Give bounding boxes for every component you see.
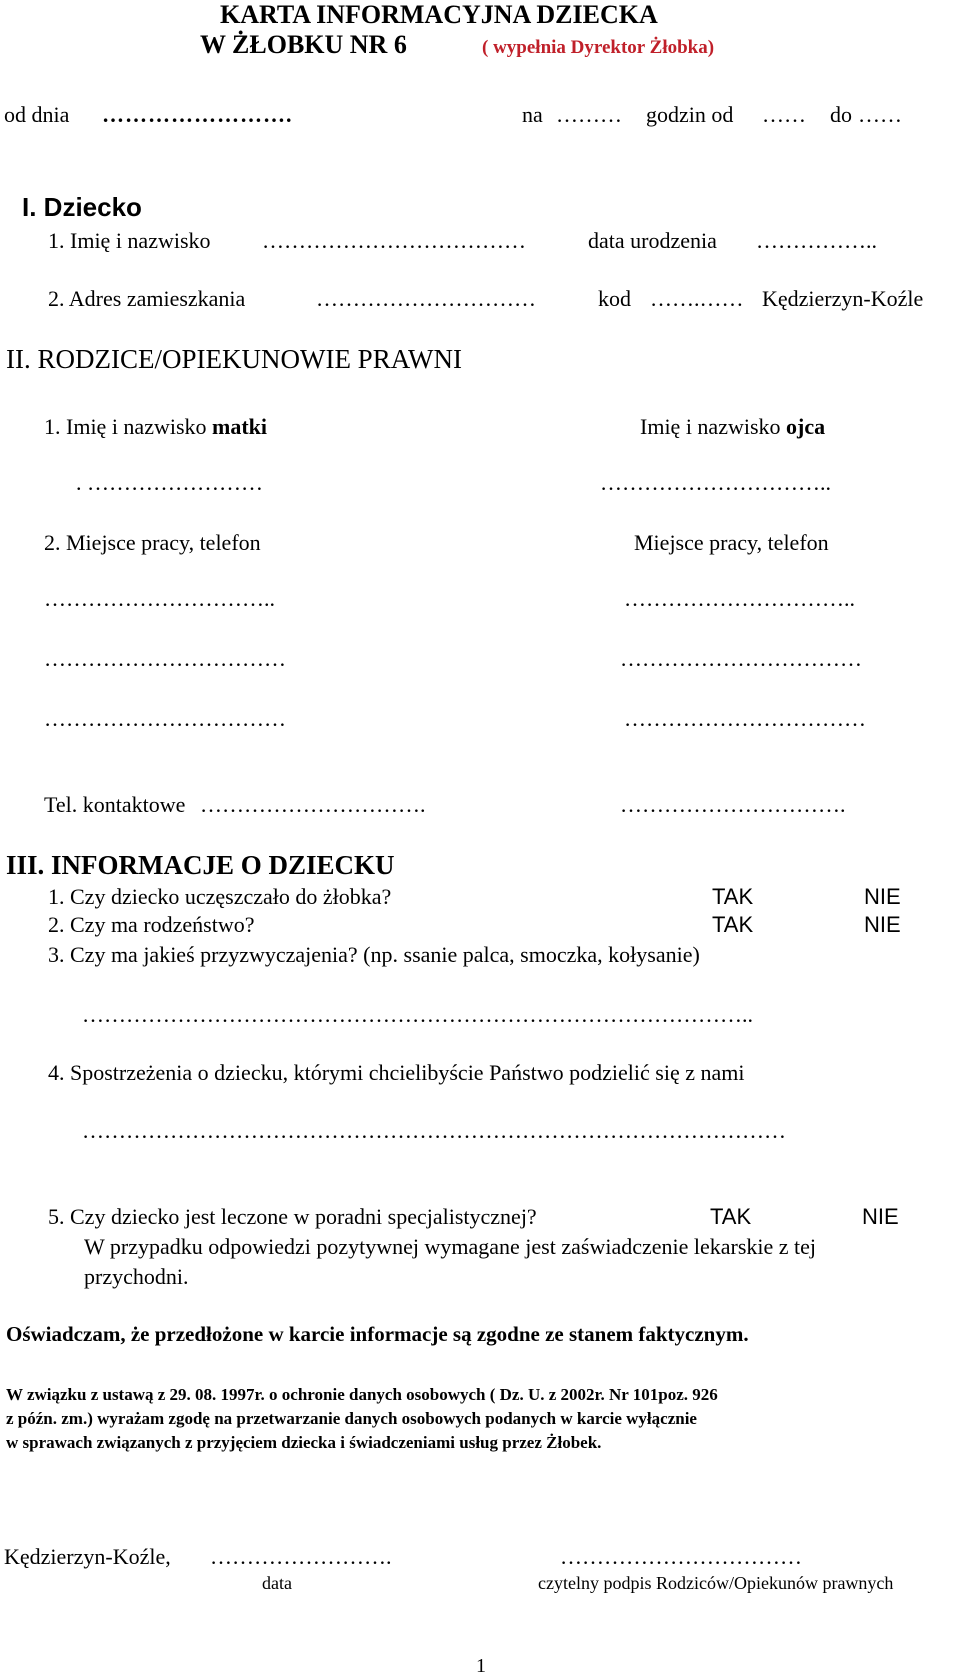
phone-label: Tel. kontaktowe: [44, 792, 186, 817]
page-number: 1: [476, 1655, 486, 1677]
section1-heading: I. Dziecko: [22, 192, 142, 222]
mother-name-field[interactable]: . ……………………: [76, 470, 263, 495]
na-field[interactable]: ………: [556, 102, 622, 127]
child-name-label: 1. Imię i nazwisko: [48, 228, 211, 253]
signature-field[interactable]: ……………………………: [560, 1544, 802, 1569]
signature-place: Kędzierzyn-Koźle,: [4, 1544, 171, 1569]
father-work-field-1[interactable]: …………………………..: [624, 586, 855, 611]
signature-date-field[interactable]: …………………….: [210, 1544, 392, 1569]
clinic-note-line1: W przypadku odpowiedzi pozytywnej wymagane jest zaświadczenie lekarskie z tej: [84, 1234, 817, 1259]
mother-work-field-2[interactable]: ……………………………: [44, 646, 286, 671]
mother-work-field-3[interactable]: ……………………………: [44, 706, 286, 731]
question-observations: 4. Spostrzeżenia o dziecku, którymi chcielibyście Państwo podzielić się z nami: [48, 1060, 745, 1085]
father-work-label: Miejsce pracy, telefon: [634, 530, 829, 555]
birth-date-label: data urodzenia: [588, 228, 717, 253]
q5-no-option[interactable]: NIE: [862, 1204, 899, 1229]
form-title-line1: KARTA INFORMACYJNA DZIECKA: [220, 0, 658, 29]
address-label: 2. Adres zamieszkania: [48, 286, 246, 311]
father-work-field-3[interactable]: ……………………………: [624, 706, 866, 731]
q1-no-option[interactable]: NIE: [864, 884, 901, 909]
q2-yes-option[interactable]: TAK: [712, 912, 754, 937]
from-date-field[interactable]: …………………….: [102, 102, 293, 127]
na-label: na: [522, 102, 543, 127]
form-title-note: ( wypełnia Dyrektor Żłobka): [482, 37, 715, 58]
q5-yes-option[interactable]: TAK: [710, 1204, 752, 1229]
question-siblings: 2. Czy ma rodzeństwo?: [48, 912, 255, 937]
birth-date-field[interactable]: ……………..: [756, 228, 877, 253]
observations-answer-field[interactable]: ……………………………………………………………………………………: [82, 1118, 786, 1143]
mother-work-label: 2. Miejsce pracy, telefon: [44, 530, 261, 555]
consent-line2: z późn. zm.) wyrażam zgodę na przetwarzanie danych osobowych podanych w karcie wyłącznie: [6, 1409, 697, 1428]
q2-no-option[interactable]: NIE: [864, 912, 901, 937]
consent-line3: w sprawach związanych z przyjęciem dziecka i świadczeniami usług przez Żłobek.: [6, 1433, 602, 1452]
child-name-field[interactable]: ………………………………: [262, 228, 526, 253]
section2-heading: II. RODZICE/OPIEKUNOWIE PRAWNI: [6, 344, 463, 374]
mother-work-field-1[interactable]: …………………………..: [44, 586, 275, 611]
question-specialist-clinic: 5. Czy dziecko jest leczone w poradni specjalistycznej?: [48, 1204, 537, 1229]
signature-date-label: data: [262, 1573, 292, 1593]
to-field[interactable]: ……: [858, 102, 902, 127]
father-work-field-2[interactable]: ……………………………: [620, 646, 862, 671]
city-name: Kędzierzyn-Koźle: [762, 286, 924, 311]
q1-yes-option[interactable]: TAK: [712, 884, 754, 909]
father-name-field[interactable]: …………………………..: [600, 470, 831, 495]
to-label: do: [830, 102, 852, 127]
mother-phone-field[interactable]: ………………………….: [200, 792, 426, 817]
signature-caption: czytelny podpis Rodziców/Opiekunów prawnych: [538, 1573, 894, 1593]
address-field[interactable]: …………………………: [316, 286, 536, 311]
question-attended-nursery: 1. Czy dziecko uczęszczało do żłobka?: [48, 884, 392, 909]
form-title-line2: W ŻŁOBKU NR 6: [200, 30, 407, 59]
father-name-label: Imię i nazwisko ojca: [640, 414, 826, 439]
father-phone-field[interactable]: ………………………….: [620, 792, 846, 817]
hours-from-field[interactable]: ……: [762, 102, 806, 127]
mother-name-label: 1. Imię i nazwisko matki: [44, 414, 268, 439]
question-habits: 3. Czy ma jakieś przyzwyczajenia? (np. ssanie palca, smoczka, kołysanie): [48, 942, 700, 967]
consent-line1: W związku z ustawą z 29. 08. 1997r. o ochronie danych osobowych ( Dz. U. z 2002r. Nr 101poz. 926: [6, 1385, 718, 1404]
postal-code-field[interactable]: …….……: [650, 286, 744, 311]
clinic-note-line2: przychodni.: [84, 1264, 189, 1289]
section3-heading: III. INFORMACJE O DZIECKU: [6, 850, 395, 880]
habits-answer-field[interactable]: ………………………………………………………………………………..: [82, 1002, 753, 1027]
from-label: od dnia: [4, 102, 70, 127]
postal-code-label: kod: [598, 286, 631, 311]
declaration-text: Oświadczam, że przedłożone w karcie informacje są zgodne ze stanem faktycznym.: [6, 1322, 749, 1346]
hours-label: godzin od: [646, 102, 734, 127]
